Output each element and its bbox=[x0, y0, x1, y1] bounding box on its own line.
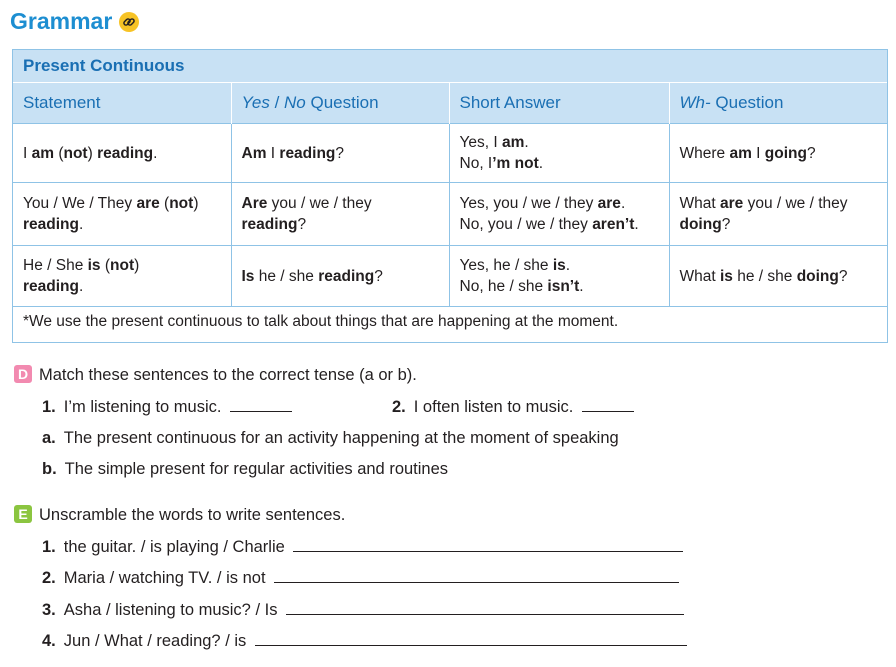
header-short-text: Short Answer bbox=[459, 93, 561, 112]
bold-part: reading bbox=[23, 278, 79, 295]
section-e-item-2 bbox=[42, 568, 679, 588]
header-wh-em: Wh- bbox=[679, 93, 711, 112]
statement-cell bbox=[13, 124, 231, 183]
text-part: you / we / they bbox=[267, 195, 372, 212]
item-number: 2. bbox=[392, 398, 406, 416]
statement-cell bbox=[13, 246, 231, 307]
short-answer-yes bbox=[460, 132, 659, 153]
item-text: Maria / watching TV. / is not bbox=[63, 569, 266, 587]
text-part: . bbox=[153, 144, 158, 162]
section-e-item-1 bbox=[42, 537, 683, 557]
bold-part: doing bbox=[679, 216, 722, 233]
text-part: ) bbox=[87, 144, 98, 162]
bold-part: are bbox=[136, 195, 160, 212]
present-continuous-table bbox=[12, 49, 888, 343]
wh-question-cell bbox=[669, 183, 887, 246]
answer-blank[interactable] bbox=[230, 397, 292, 412]
text-part: ( bbox=[100, 257, 111, 274]
text-part: ? bbox=[335, 144, 345, 162]
header-statement-text: Statement bbox=[23, 93, 101, 112]
text-part: ? bbox=[297, 216, 307, 233]
section-e-instruction-text: Unscramble the words to write sentences. bbox=[39, 506, 346, 524]
item-text: I’m listening to music. bbox=[63, 398, 222, 416]
grammar-title-text: Grammar bbox=[10, 8, 113, 34]
text-part: What bbox=[679, 267, 720, 285]
link-icon[interactable] bbox=[118, 11, 140, 33]
short-answer-cell bbox=[449, 124, 669, 183]
item-text: the guitar. / is playing / Charlie bbox=[63, 538, 285, 556]
short-answer-cell bbox=[449, 246, 669, 307]
section-e-badge: E bbox=[14, 505, 32, 523]
header-wh-rest: Question bbox=[710, 93, 784, 112]
item-number: 3. bbox=[42, 601, 56, 619]
statement-cell bbox=[13, 183, 231, 246]
bold-part: am bbox=[729, 144, 752, 162]
text-part: ? bbox=[721, 216, 731, 233]
header-yesno-yes: Yes bbox=[241, 93, 270, 112]
item-text: I often listen to music. bbox=[413, 398, 574, 416]
grammar-table bbox=[13, 82, 887, 307]
question-cell bbox=[231, 124, 449, 183]
bold-part: isn’t bbox=[547, 278, 580, 295]
short-answer-no bbox=[460, 276, 659, 297]
header-short-answer bbox=[449, 83, 669, 124]
text-part: What bbox=[679, 195, 720, 212]
question-cell bbox=[231, 183, 449, 246]
section-d-badge: D bbox=[14, 365, 32, 383]
bold-part: Am bbox=[241, 144, 267, 162]
bold-part: am bbox=[31, 144, 55, 162]
header-yesno-slash: / bbox=[269, 93, 285, 112]
text-part: ( bbox=[159, 195, 170, 212]
bold-part: aren’t bbox=[592, 216, 635, 233]
table-note: *We use the present continuous to talk about things that are happening at the moment. bbox=[23, 313, 619, 330]
header-wh bbox=[669, 83, 887, 124]
section-d-option-a bbox=[42, 429, 619, 448]
text-part: ) bbox=[134, 257, 140, 274]
bold-part: not bbox=[110, 257, 135, 274]
text-part: Yes, he / she bbox=[459, 257, 553, 274]
item-number: 2. bbox=[42, 569, 56, 587]
text-part: I bbox=[23, 144, 32, 162]
bold-part: ’m not bbox=[492, 155, 539, 172]
short-answer-yes bbox=[460, 193, 659, 214]
text-part: he / she bbox=[732, 267, 797, 285]
answer-blank[interactable] bbox=[582, 397, 634, 412]
text-part: No, he / she bbox=[459, 278, 548, 295]
short-answer-cell bbox=[449, 183, 669, 246]
text-part: . bbox=[538, 155, 544, 172]
bold-part: reading bbox=[279, 144, 336, 162]
bold-part: reading bbox=[23, 216, 79, 233]
item-text: Jun / What / reading? / is bbox=[63, 632, 247, 650]
bold-part: reading bbox=[97, 144, 154, 162]
text-part: ( bbox=[54, 144, 64, 162]
text-part: ? bbox=[838, 267, 848, 285]
text-part: . bbox=[524, 134, 529, 151]
text-part: No, you / we / they bbox=[459, 216, 593, 233]
bold-part: not bbox=[169, 195, 194, 212]
section-d-item-2 bbox=[392, 397, 634, 417]
text-part: ) bbox=[193, 195, 199, 212]
header-yesno-rest: Question bbox=[305, 93, 379, 112]
grammar-title bbox=[10, 8, 140, 35]
section-d-item-1 bbox=[42, 397, 292, 417]
section-e-instruction bbox=[14, 505, 345, 525]
section-d-instruction bbox=[14, 365, 417, 385]
header-yesno-no: No bbox=[284, 93, 306, 112]
section-d-option-b bbox=[42, 460, 448, 479]
wh-question-cell bbox=[669, 124, 887, 183]
section-e-item-3 bbox=[42, 600, 684, 620]
header-yesno bbox=[231, 83, 449, 124]
text-part: . bbox=[620, 195, 626, 212]
text-part: . bbox=[579, 278, 584, 295]
item-number: 1. bbox=[42, 398, 56, 416]
item-text: Asha / listening to music? / Is bbox=[63, 601, 278, 619]
answer-blank[interactable] bbox=[286, 600, 684, 615]
question-cell bbox=[231, 246, 449, 307]
table-row bbox=[13, 246, 887, 307]
short-answer-no bbox=[460, 214, 659, 235]
text-part: he / she bbox=[254, 267, 319, 285]
text-part: . bbox=[634, 216, 639, 233]
text-part: Yes, you / we / they bbox=[459, 195, 598, 212]
table-row bbox=[13, 183, 887, 246]
text-part: . bbox=[78, 216, 84, 233]
text-part: He / She bbox=[23, 257, 88, 274]
bold-part: going bbox=[764, 144, 807, 162]
option-label: b. bbox=[42, 460, 57, 478]
item-number: 1. bbox=[42, 538, 56, 556]
text-part: . bbox=[78, 278, 84, 295]
bold-part: are bbox=[597, 195, 621, 212]
answer-blank[interactable] bbox=[255, 631, 687, 646]
section-e-item-4 bbox=[42, 631, 687, 651]
text-part: You / We / They bbox=[23, 195, 137, 212]
text-part: I bbox=[751, 144, 765, 162]
option-text: The present continuous for an activity happening at the moment of speaking bbox=[63, 429, 619, 447]
header-statement bbox=[13, 83, 231, 124]
bold-part: am bbox=[502, 134, 525, 151]
table-header-row bbox=[13, 83, 887, 124]
bold-part: is bbox=[87, 257, 101, 274]
bold-part: not bbox=[63, 144, 88, 162]
text-part: Yes, I bbox=[459, 134, 503, 151]
option-label: a. bbox=[42, 429, 56, 447]
answer-blank[interactable] bbox=[293, 537, 683, 552]
table-row bbox=[13, 124, 887, 183]
short-answer-yes bbox=[460, 255, 659, 276]
text-part: Where bbox=[679, 144, 730, 162]
text-part: . bbox=[565, 257, 571, 274]
text-part: ? bbox=[806, 144, 816, 162]
bold-part: reading bbox=[241, 216, 298, 233]
bold-part: are bbox=[719, 195, 744, 212]
text-part: No, I bbox=[459, 155, 493, 172]
section-d-instruction-text: Match these sentences to the correct tense (a or b). bbox=[39, 366, 417, 384]
text-part: ? bbox=[374, 267, 383, 285]
bold-part: is bbox=[552, 257, 566, 274]
text-part: I bbox=[266, 144, 280, 162]
option-text: The simple present for regular activities and routines bbox=[64, 460, 449, 478]
short-answer-no bbox=[460, 153, 659, 174]
bold-part: Are bbox=[241, 195, 268, 212]
bold-part: reading bbox=[318, 267, 375, 285]
answer-blank[interactable] bbox=[274, 568, 679, 583]
table-title: Present Continuous bbox=[13, 50, 887, 82]
text-part: you / we / they bbox=[743, 195, 848, 212]
wh-question-cell bbox=[669, 246, 887, 307]
bold-part: Is bbox=[241, 267, 255, 285]
bold-part: doing bbox=[796, 267, 839, 285]
item-number: 4. bbox=[42, 632, 56, 650]
bold-part: is bbox=[719, 267, 733, 285]
